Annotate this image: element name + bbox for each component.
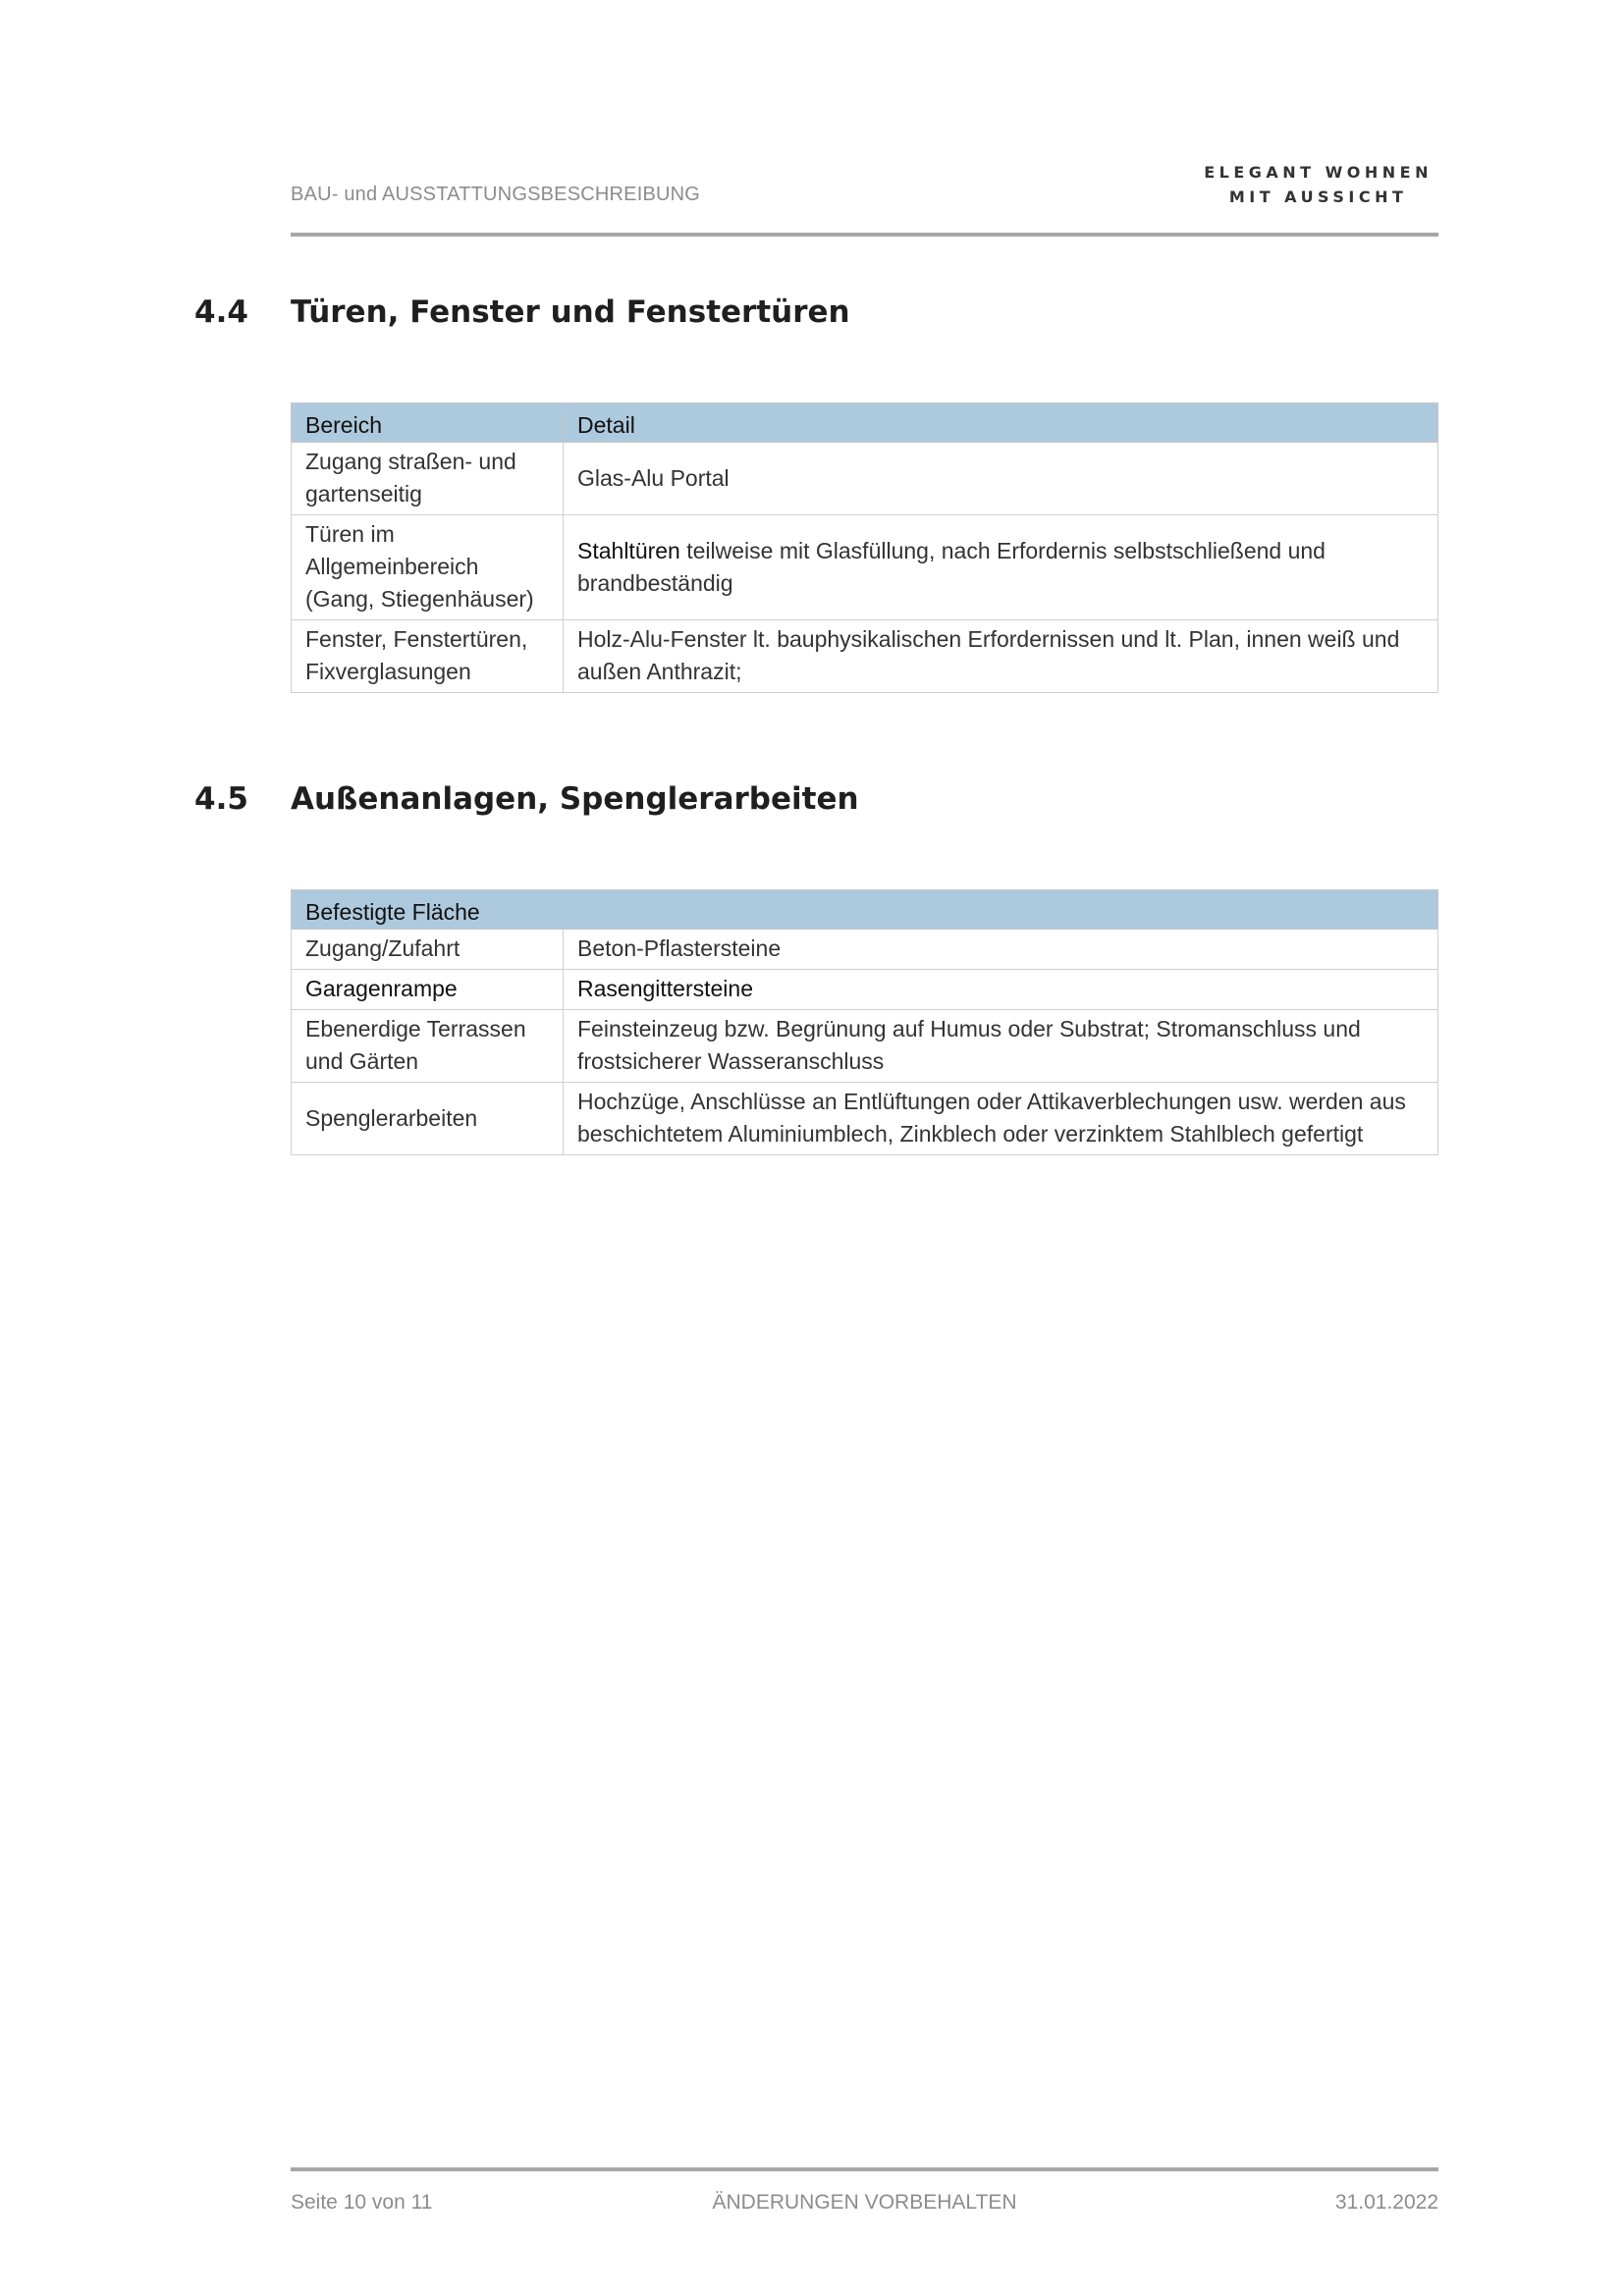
row-detail: Beton-Pflastersteine [564, 930, 1438, 970]
section-heading-4-5 [194, 781, 859, 817]
doors-windows-table [291, 402, 1438, 693]
row-area: Zugang straßen- und gartenseitig [292, 443, 564, 515]
page-footer [291, 2167, 1438, 2220]
table-row [292, 515, 1438, 620]
section-number: 4.4 [194, 294, 248, 330]
page-number: Seite 10 von 11 [291, 2191, 433, 2214]
table-group-header: Befestigte Fläche [292, 890, 1438, 930]
detail-lead-term: Stahltüren [577, 537, 680, 563]
brand-line-1: ELEGANT WOHNEN [1204, 163, 1433, 182]
row-detail: Feinsteinzeug bzw. Begrünung auf Humus oder Substrat; Stromanschluss und frostsicherer Wasseranschluss [564, 1010, 1438, 1083]
row-detail: Rasengittersteine [564, 970, 1438, 1010]
section-heading-4-4 [194, 294, 850, 330]
column-header-area: Bereich [292, 403, 564, 443]
section-title: Türen, Fenster und Fenstertüren [291, 294, 850, 330]
row-detail: Hochzüge, Anschlüsse an Entlüftungen oder Attikaverblechungen usw. werden aus beschichtetem Aluminiumblech, Zinkblech oder verzinktem Stahlblech gefertigt [564, 1083, 1438, 1155]
row-detail: Holz-Alu-Fenster lt. bauphysikalischen Erfordernissen und lt. Plan, innen weiß und außen Anthrazit; [564, 620, 1438, 693]
table-header-row [292, 890, 1438, 930]
row-area: Zugang/Zufahrt [292, 930, 564, 970]
column-header-detail: Detail [564, 403, 1438, 443]
section-title: Außenanlagen, Spenglerarbeiten [291, 781, 859, 817]
table-row [292, 930, 1438, 970]
table-row [292, 970, 1438, 1010]
section-number: 4.5 [194, 781, 248, 817]
page-header [291, 152, 1438, 237]
brand-logo [1204, 160, 1433, 209]
exterior-works-table [291, 889, 1438, 1155]
table-row [292, 1010, 1438, 1083]
footer-notice: ÄNDERUNGEN VORBEHALTEN [712, 2191, 1017, 2214]
row-area: Spenglerarbeiten [292, 1083, 564, 1155]
row-detail: Glas-Alu Portal [564, 443, 1438, 515]
document-title: BAU- und AUSSTATTUNGSBESCHREIBUNG [291, 184, 701, 205]
footer-date: 31.01.2022 [1334, 2191, 1438, 2214]
row-area: Fenster, Fenstertüren, Fixverglasungen [292, 620, 564, 693]
table-header-row [292, 403, 1438, 443]
row-area: Türen im Allgemeinbereich (Gang, Stiegenhäuser) [292, 515, 564, 620]
row-area: Garagenrampe [292, 970, 564, 1010]
row-detail [564, 515, 1438, 620]
table-row [292, 1083, 1438, 1155]
brand-line-2: MIT AUSSICHT [1228, 187, 1408, 206]
table-row [292, 620, 1438, 693]
detail-text: teilweise mit Glasfüllung, nach Erfordernis selbstschließend und brandbeständig [577, 537, 1326, 596]
row-area: Ebenerdige Terrassen und Gärten [292, 1010, 564, 1083]
table-row [292, 443, 1438, 515]
